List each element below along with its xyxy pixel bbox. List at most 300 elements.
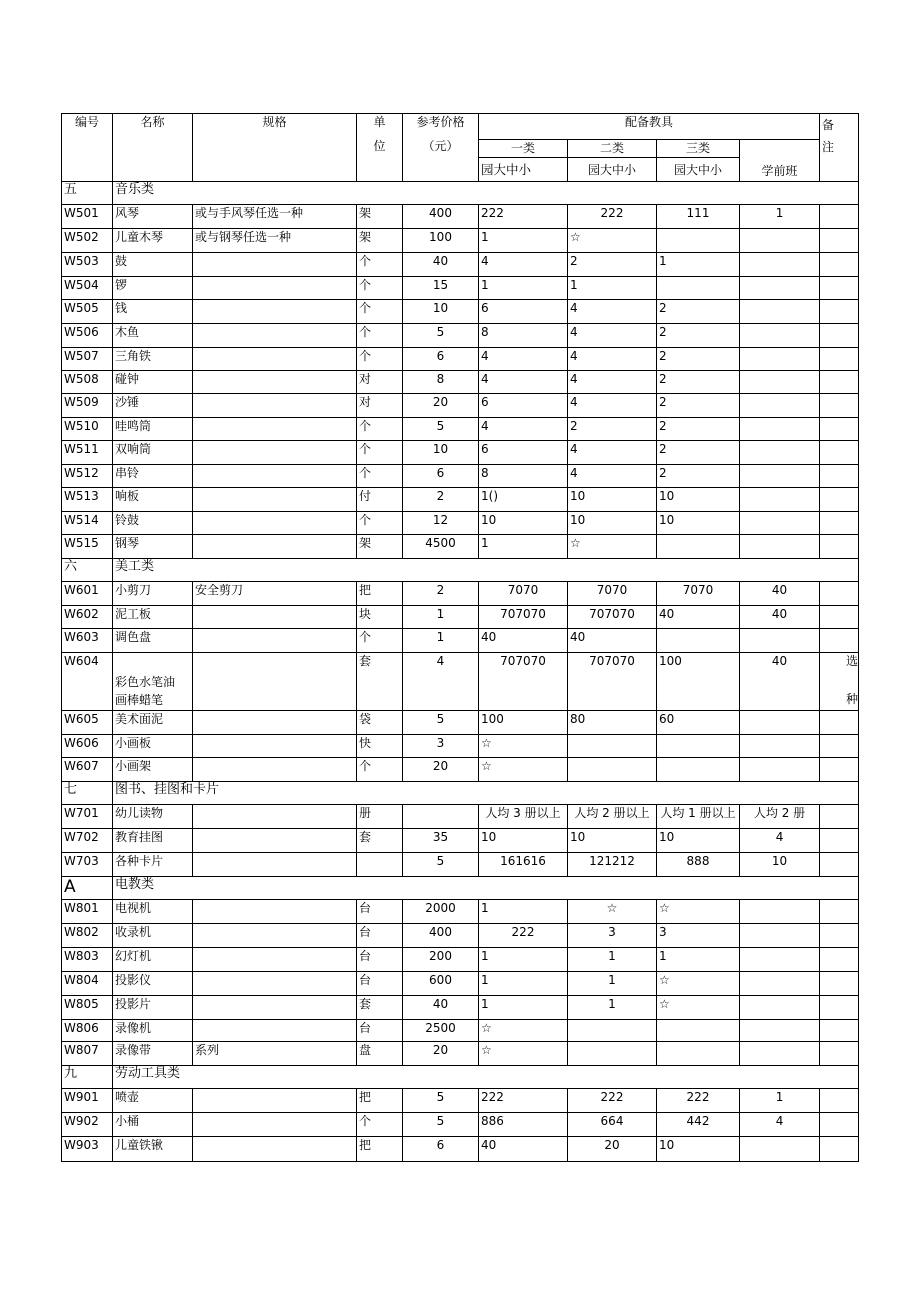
cell-price: 5	[403, 1113, 479, 1137]
cell-class3: 2	[657, 394, 740, 418]
cell-code: W602	[62, 606, 113, 629]
table-row	[62, 829, 859, 853]
cell-class3	[657, 1020, 740, 1042]
cell-class1: 6	[479, 394, 568, 418]
cell-class3	[657, 277, 740, 300]
cell-spec	[193, 805, 357, 829]
cell-spec	[193, 972, 357, 996]
header-remark-line2: 注	[822, 140, 835, 154]
cell-spec	[193, 277, 357, 300]
cell-class2: 3	[568, 924, 657, 948]
cell-code: W901	[62, 1089, 113, 1113]
cell-class3: 2	[657, 371, 740, 394]
cell-class1: 6	[479, 300, 568, 324]
table-row	[62, 418, 859, 441]
cell-remark	[820, 758, 859, 782]
cell-class3: 7070	[657, 582, 740, 606]
cell-remark	[820, 972, 859, 996]
cell-class2: 1	[568, 972, 657, 996]
cell-unit: 个	[357, 300, 403, 324]
cell-preschool	[740, 711, 820, 735]
cell-unit: 台	[357, 1020, 403, 1042]
cell-preschool	[740, 418, 820, 441]
cell-class1: 222	[479, 924, 568, 948]
cell-unit	[357, 853, 403, 877]
cell-price: 100	[403, 229, 479, 253]
table-row	[62, 1042, 859, 1066]
cell-price: 40	[403, 996, 479, 1020]
cell-price	[403, 805, 479, 829]
cell-preschool	[740, 900, 820, 924]
cell-class1: 8	[479, 324, 568, 348]
header-kindergarten2: 园大中小	[568, 158, 657, 182]
cell-name: 喷壶	[113, 1089, 193, 1113]
table-row	[62, 1020, 859, 1042]
cell-preschool	[740, 1020, 820, 1042]
section-title: 电教类	[113, 877, 859, 900]
cell-code: W805	[62, 996, 113, 1020]
table-row	[62, 853, 859, 877]
cell-class1: ☆	[479, 1020, 568, 1042]
cell-class1: 6	[479, 441, 568, 465]
cell-code: W515	[62, 535, 113, 559]
cell-name	[113, 653, 193, 711]
cell-spec	[193, 300, 357, 324]
cell-spec	[193, 735, 357, 758]
cell-price: 40	[403, 253, 479, 277]
cell-class2	[568, 1042, 657, 1066]
cell-preschool	[740, 277, 820, 300]
section-number: A	[62, 877, 113, 900]
cell-spec	[193, 1089, 357, 1113]
cell-preschool	[740, 924, 820, 948]
cell-unit: 块	[357, 606, 403, 629]
cell-class2: 4	[568, 394, 657, 418]
cell-remark	[820, 324, 859, 348]
cell-spec	[193, 465, 357, 488]
cell-preschool	[740, 253, 820, 277]
cell-spec	[193, 535, 357, 559]
cell-class3: 10	[657, 488, 740, 512]
cell-code: W802	[62, 924, 113, 948]
cell-remark-line2: 种	[846, 692, 859, 706]
cell-preschool	[740, 465, 820, 488]
cell-spec	[193, 996, 357, 1020]
table-row	[62, 948, 859, 972]
table-row	[62, 711, 859, 735]
cell-name: 投影片	[113, 996, 193, 1020]
cell-class2: 10	[568, 829, 657, 853]
cell-class2: ☆	[568, 900, 657, 924]
cell-class2: 222	[568, 1089, 657, 1113]
cell-class1: 161616	[479, 853, 568, 877]
cell-class1: 1()	[479, 488, 568, 512]
cell-code: W803	[62, 948, 113, 972]
cell-preschool	[740, 229, 820, 253]
cell-class1: 707070	[479, 606, 568, 629]
header-unit	[357, 114, 403, 182]
cell-name: 哇鸣筒	[113, 418, 193, 441]
cell-name: 锣	[113, 277, 193, 300]
cell-name: 幻灯机	[113, 948, 193, 972]
cell-name: 小桶	[113, 1113, 193, 1137]
cell-spec	[193, 348, 357, 371]
section-title: 图书、挂图和卡片	[113, 782, 859, 805]
cell-name: 响板	[113, 488, 193, 512]
table-row	[62, 229, 859, 253]
cell-class3	[657, 735, 740, 758]
table-row	[62, 805, 859, 829]
cell-unit: 个	[357, 324, 403, 348]
cell-code: W513	[62, 488, 113, 512]
cell-remark	[820, 606, 859, 629]
cell-spec	[193, 488, 357, 512]
cell-price: 10	[403, 441, 479, 465]
cell-remark-line1: 选	[846, 654, 859, 668]
cell-unit: 个	[357, 348, 403, 371]
header-price-line1: 参考价格	[416, 115, 465, 129]
cell-preschool: 40	[740, 653, 820, 711]
table-row	[62, 324, 859, 348]
cell-code: W701	[62, 805, 113, 829]
cell-spec	[193, 653, 357, 711]
cell-preschool: 4	[740, 1113, 820, 1137]
cell-class3: 1	[657, 948, 740, 972]
cell-spec	[193, 512, 357, 535]
cell-unit: 架	[357, 535, 403, 559]
cell-code: W703	[62, 853, 113, 877]
cell-class3: 1	[657, 253, 740, 277]
cell-spec	[193, 1137, 357, 1162]
header-kindergarten1: 园大中小	[479, 158, 568, 182]
header-name: 名称	[113, 114, 193, 182]
cell-preschool	[740, 535, 820, 559]
table-row	[62, 606, 859, 629]
cell-unit: 台	[357, 924, 403, 948]
header-price	[403, 114, 479, 182]
cell-unit: 个	[357, 758, 403, 782]
table-row	[62, 253, 859, 277]
cell-spec	[193, 371, 357, 394]
cell-unit: 个	[357, 253, 403, 277]
cell-code: W604	[62, 653, 113, 711]
cell-spec	[193, 829, 357, 853]
cell-class3: 2	[657, 324, 740, 348]
cell-class2: 4	[568, 324, 657, 348]
cell-spec	[193, 253, 357, 277]
table-row	[62, 277, 859, 300]
header-class2: 二类	[568, 140, 657, 158]
cell-name: 沙锤	[113, 394, 193, 418]
cell-class3	[657, 758, 740, 782]
cell-class3: 2	[657, 348, 740, 371]
cell-remark	[820, 900, 859, 924]
cell-price: 5	[403, 418, 479, 441]
cell-class1: 7070	[479, 582, 568, 606]
cell-class1: ☆	[479, 735, 568, 758]
cell-class2: ☆	[568, 535, 657, 559]
cell-name: 儿童木琴	[113, 229, 193, 253]
cell-class1: 8	[479, 465, 568, 488]
cell-remark	[820, 418, 859, 441]
section-title: 音乐类	[113, 182, 859, 205]
cell-class2: 40	[568, 629, 657, 653]
cell-class2: 4	[568, 348, 657, 371]
table-row	[62, 1137, 859, 1162]
section-number: 七	[62, 782, 113, 805]
cell-preschool	[740, 758, 820, 782]
section-number: 六	[62, 559, 113, 582]
cell-spec	[193, 629, 357, 653]
cell-price: 20	[403, 758, 479, 782]
cell-remark	[820, 629, 859, 653]
cell-class2: 人均 2 册以上	[568, 805, 657, 829]
cell-price: 5	[403, 324, 479, 348]
cell-remark	[820, 465, 859, 488]
cell-unit: 个	[357, 1113, 403, 1137]
cell-price: 15	[403, 277, 479, 300]
table-row	[62, 996, 859, 1020]
cell-price: 12	[403, 512, 479, 535]
cell-code: W807	[62, 1042, 113, 1066]
cell-name: 电视机	[113, 900, 193, 924]
cell-remark	[820, 277, 859, 300]
cell-code: W502	[62, 229, 113, 253]
cell-preschool	[740, 300, 820, 324]
cell-unit: 把	[357, 1089, 403, 1113]
cell-code: W801	[62, 900, 113, 924]
cell-code: W504	[62, 277, 113, 300]
section-title: 美工类	[113, 559, 859, 582]
cell-class1: 4	[479, 418, 568, 441]
table-row	[62, 371, 859, 394]
cell-class3: 2	[657, 300, 740, 324]
cell-unit: 对	[357, 394, 403, 418]
cell-unit: 把	[357, 1137, 403, 1162]
cell-name: 各种卡片	[113, 853, 193, 877]
cell-class1: 10	[479, 829, 568, 853]
cell-preschool: 1	[740, 1089, 820, 1113]
cell-name: 小剪刀	[113, 582, 193, 606]
cell-class2: 4	[568, 441, 657, 465]
cell-code: W508	[62, 371, 113, 394]
cell-class1: 4	[479, 348, 568, 371]
cell-class2: 7070	[568, 582, 657, 606]
cell-unit: 套	[357, 653, 403, 711]
section-number: 五	[62, 182, 113, 205]
cell-preschool	[740, 512, 820, 535]
section-number: 九	[62, 1066, 113, 1089]
cell-unit: 个	[357, 277, 403, 300]
cell-code: W702	[62, 829, 113, 853]
cell-code: W902	[62, 1113, 113, 1137]
cell-remark	[820, 205, 859, 229]
cell-class3: 60	[657, 711, 740, 735]
cell-price: 1	[403, 629, 479, 653]
cell-remark	[820, 805, 859, 829]
header-class1: 一类	[479, 140, 568, 158]
cell-class3: ☆	[657, 900, 740, 924]
cell-spec	[193, 606, 357, 629]
cell-class3: ☆	[657, 972, 740, 996]
cell-class1: 1	[479, 277, 568, 300]
table-row	[62, 900, 859, 924]
cell-price: 2500	[403, 1020, 479, 1042]
cell-code: W503	[62, 253, 113, 277]
cell-code: W607	[62, 758, 113, 782]
cell-price: 2000	[403, 900, 479, 924]
header-preschool: 学前班	[740, 140, 820, 182]
cell-unit: 台	[357, 948, 403, 972]
cell-class3	[657, 535, 740, 559]
header-class3: 三类	[657, 140, 740, 158]
cell-code: W507	[62, 348, 113, 371]
cell-remark	[820, 348, 859, 371]
cell-preschool	[740, 441, 820, 465]
cell-class1: 1	[479, 948, 568, 972]
cell-spec: 系列	[193, 1042, 357, 1066]
cell-price: 2	[403, 488, 479, 512]
cell-remark	[820, 924, 859, 948]
header-allocation: 配备教具	[479, 114, 820, 140]
cell-preschool	[740, 1137, 820, 1162]
cell-preschool: 1	[740, 205, 820, 229]
cell-class3: ☆	[657, 996, 740, 1020]
cell-price: 5	[403, 1089, 479, 1113]
cell-class2	[568, 735, 657, 758]
cell-remark	[820, 394, 859, 418]
cell-code: W506	[62, 324, 113, 348]
cell-code: W509	[62, 394, 113, 418]
cell-preschool: 40	[740, 606, 820, 629]
cell-class1: 1	[479, 972, 568, 996]
cell-code: W605	[62, 711, 113, 735]
header-unit-line2: 位	[373, 139, 386, 153]
header-code: 编号	[62, 114, 113, 182]
cell-class1: 1	[479, 900, 568, 924]
table-row	[62, 653, 859, 711]
cell-class2: 2	[568, 253, 657, 277]
cell-class2: 4	[568, 465, 657, 488]
header-remark-line1: 备	[822, 118, 835, 132]
cell-price: 20	[403, 1042, 479, 1066]
section-row	[62, 877, 859, 900]
cell-code: W505	[62, 300, 113, 324]
cell-remark	[820, 1042, 859, 1066]
cell-class2: 707070	[568, 606, 657, 629]
cell-name: 幼儿读物	[113, 805, 193, 829]
section-row	[62, 559, 859, 582]
cell-code: W501	[62, 205, 113, 229]
cell-unit: 册	[357, 805, 403, 829]
cell-code: W603	[62, 629, 113, 653]
cell-name: 录像带	[113, 1042, 193, 1066]
cell-remark	[820, 371, 859, 394]
cell-class1: 707070	[479, 653, 568, 711]
cell-unit: 个	[357, 629, 403, 653]
cell-name: 录像机	[113, 1020, 193, 1042]
cell-class2: 10	[568, 488, 657, 512]
table-row	[62, 629, 859, 653]
cell-code: W903	[62, 1137, 113, 1162]
section-title: 劳动工具类	[113, 1066, 859, 1089]
cell-class3: 10	[657, 512, 740, 535]
cell-unit: 盘	[357, 1042, 403, 1066]
cell-unit: 对	[357, 371, 403, 394]
cell-class2	[568, 1020, 657, 1042]
cell-unit: 套	[357, 996, 403, 1020]
cell-unit: 快	[357, 735, 403, 758]
cell-name-line1: 彩色水笔油	[115, 675, 176, 689]
cell-unit: 付	[357, 488, 403, 512]
cell-price: 400	[403, 924, 479, 948]
cell-class2: 1	[568, 948, 657, 972]
cell-remark	[820, 653, 859, 711]
cell-price: 3	[403, 735, 479, 758]
cell-class2: 1	[568, 277, 657, 300]
cell-class2: 1	[568, 996, 657, 1020]
cell-remark	[820, 535, 859, 559]
cell-remark	[820, 582, 859, 606]
cell-price: 6	[403, 1137, 479, 1162]
cell-class3: 2	[657, 465, 740, 488]
cell-price: 600	[403, 972, 479, 996]
cell-preschool	[740, 394, 820, 418]
table-row	[62, 348, 859, 371]
cell-preschool	[740, 996, 820, 1020]
table-row	[62, 924, 859, 948]
table-row	[62, 488, 859, 512]
cell-name: 调色盘	[113, 629, 193, 653]
cell-class2: 20	[568, 1137, 657, 1162]
cell-name: 教育挂图	[113, 829, 193, 853]
cell-class2: 121212	[568, 853, 657, 877]
cell-preschool: 人均 2 册	[740, 805, 820, 829]
cell-class1: 40	[479, 1137, 568, 1162]
table-row	[62, 735, 859, 758]
cell-preschool	[740, 1042, 820, 1066]
cell-class1: 886	[479, 1113, 568, 1137]
cell-spec	[193, 711, 357, 735]
cell-class2: 222	[568, 205, 657, 229]
header-unit-line1: 单	[373, 115, 386, 129]
cell-class3: 442	[657, 1113, 740, 1137]
cell-spec: 或与钢琴任选一种	[193, 229, 357, 253]
cell-preschool	[740, 948, 820, 972]
cell-name: 美术面泥	[113, 711, 193, 735]
cell-name: 木鱼	[113, 324, 193, 348]
cell-preschool	[740, 324, 820, 348]
header-price-line2: （元）	[422, 139, 459, 153]
cell-remark	[820, 996, 859, 1020]
cell-class1: ☆	[479, 758, 568, 782]
cell-name: 串铃	[113, 465, 193, 488]
cell-remark	[820, 300, 859, 324]
cell-price: 4	[403, 653, 479, 711]
cell-class3: 111	[657, 205, 740, 229]
cell-code: W601	[62, 582, 113, 606]
cell-class3: 222	[657, 1089, 740, 1113]
cell-price: 1	[403, 606, 479, 629]
cell-remark	[820, 229, 859, 253]
cell-name: 三角铁	[113, 348, 193, 371]
cell-name: 风琴	[113, 205, 193, 229]
section-row	[62, 1066, 859, 1089]
cell-remark	[820, 1089, 859, 1113]
table-row	[62, 441, 859, 465]
cell-class2: 664	[568, 1113, 657, 1137]
cell-remark	[820, 253, 859, 277]
